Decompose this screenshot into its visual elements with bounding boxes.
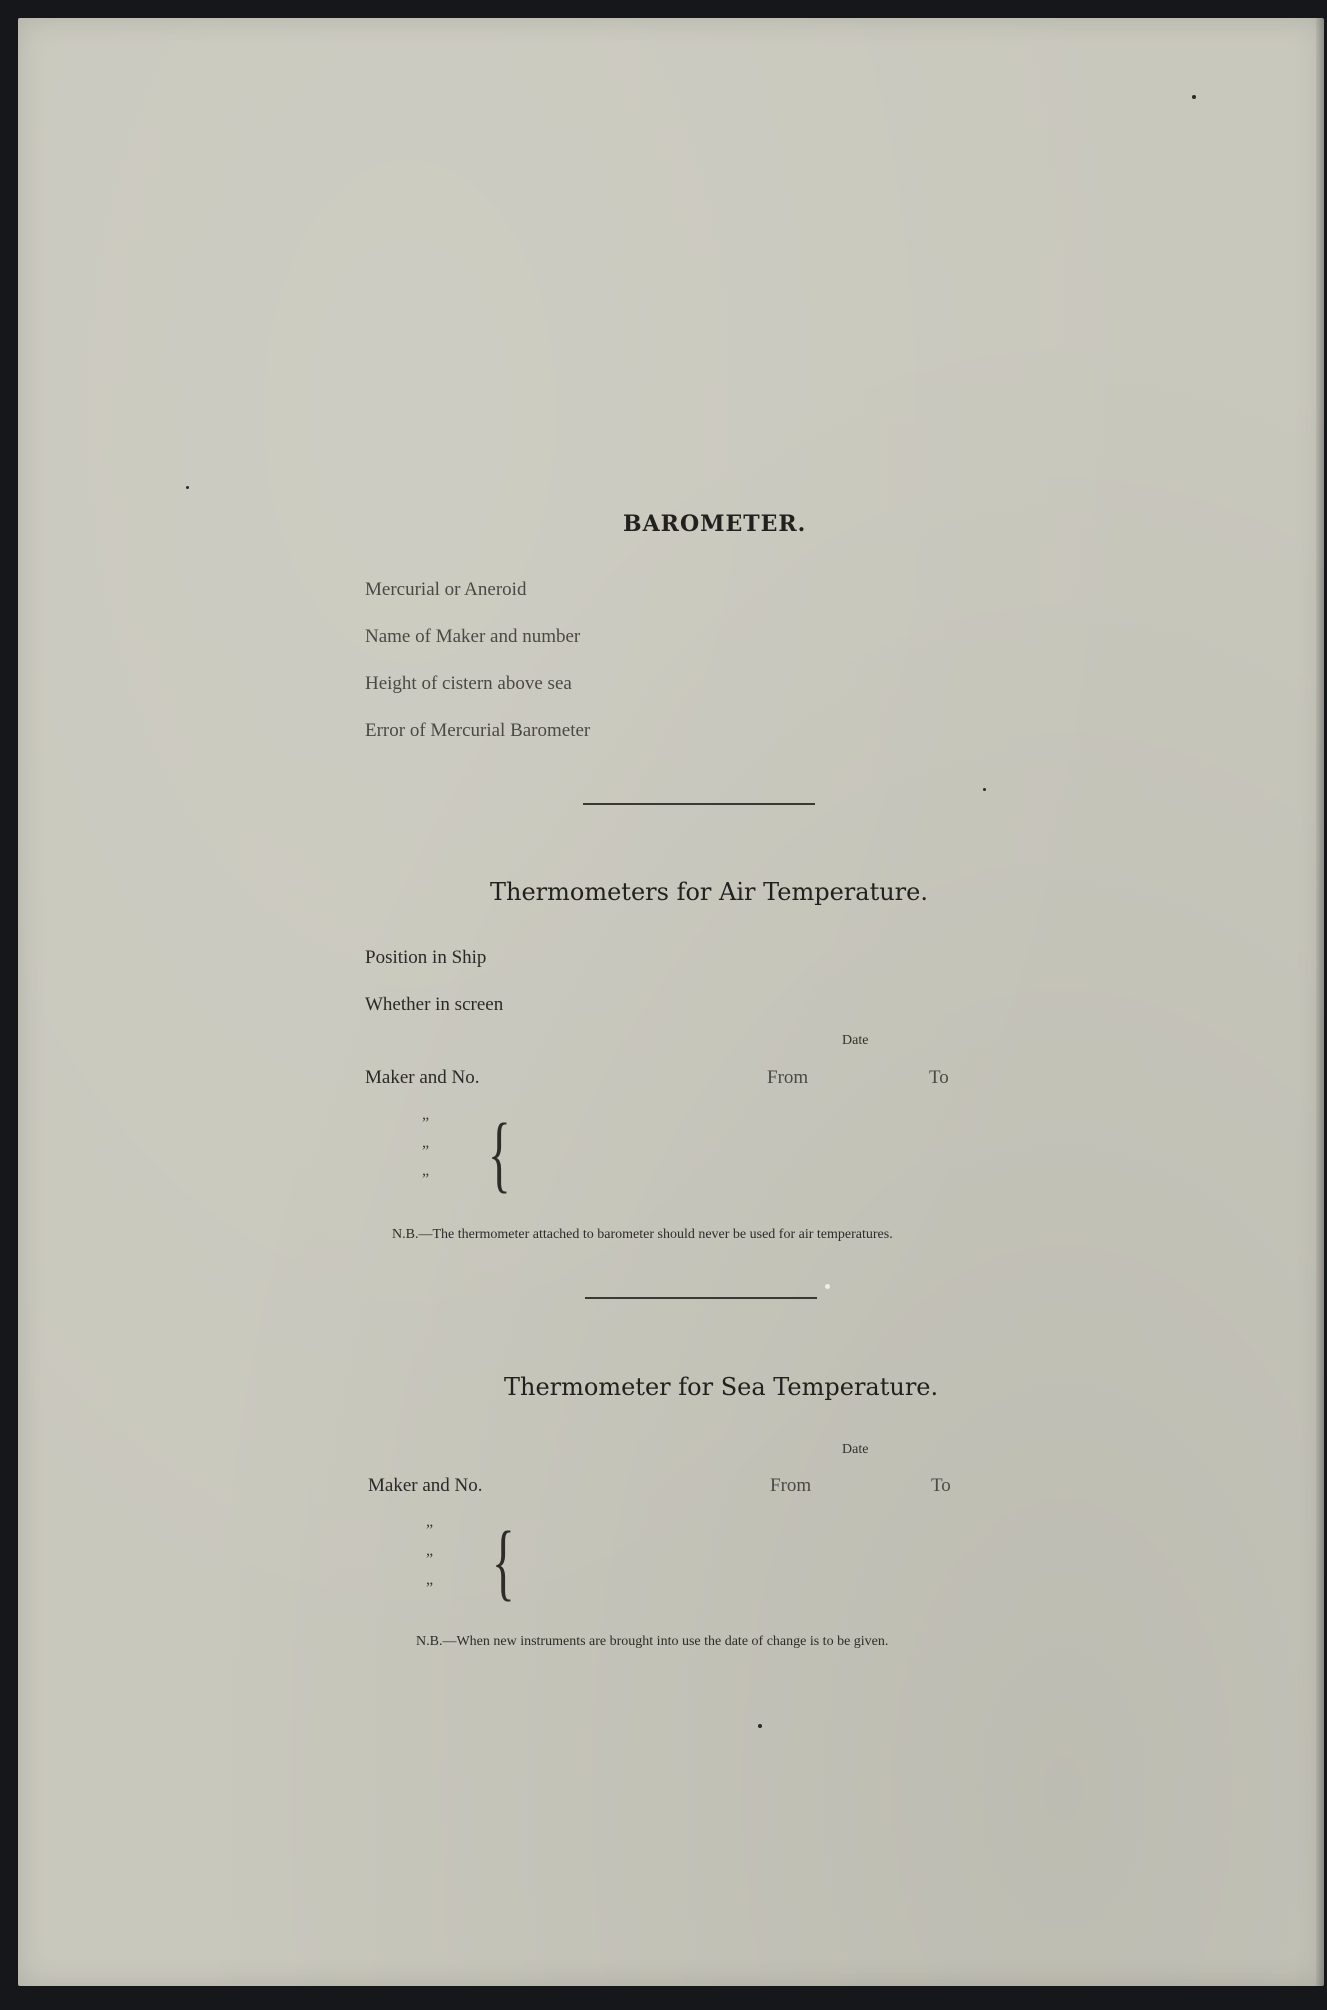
- sea-from-label: From: [770, 1475, 812, 1496]
- form-page: [18, 18, 1324, 1986]
- air-note: N.B.—The thermometer attached to barometer should never be used for air temperatures.: [392, 1227, 893, 1242]
- sea-note: N.B.—When new instruments are brought into use the date of change is to be given.: [416, 1634, 889, 1649]
- air-from-label: From: [767, 1067, 809, 1088]
- air-ditto-1: ”: [422, 1115, 430, 1132]
- paper-speck: [1192, 95, 1196, 99]
- air-date-label: Date: [842, 1033, 869, 1048]
- sea-ditto-1: ”: [426, 1522, 434, 1539]
- sea-ditto-2: ”: [426, 1551, 434, 1568]
- paper-speck: [758, 1724, 762, 1728]
- sea-brace-icon: {: [492, 1513, 515, 1609]
- sea-title: Thermometer for Sea Temperature.: [504, 1373, 939, 1401]
- air-position-label: Position in Ship: [365, 947, 487, 968]
- paper-speck: [983, 788, 986, 791]
- barometer-title: BAROMETER.: [623, 511, 807, 537]
- section-divider: [583, 803, 815, 805]
- paper-speck: [186, 486, 189, 489]
- air-brace-icon: {: [488, 1105, 511, 1201]
- barometer-field-cistern-height: Height of cistern above sea: [365, 673, 572, 694]
- air-title: Thermometers for Air Temperature.: [490, 878, 928, 906]
- sea-maker-label: Maker and No.: [368, 1475, 483, 1496]
- barometer-field-error: Error of Mercurial Barometer: [365, 720, 591, 741]
- section-divider: [585, 1297, 817, 1299]
- air-ditto-2: ”: [422, 1143, 430, 1160]
- air-ditto-3: ”: [422, 1171, 430, 1188]
- air-to-label: To: [929, 1067, 949, 1088]
- sea-date-label: Date: [842, 1442, 869, 1457]
- air-screen-label: Whether in screen: [365, 994, 504, 1015]
- barometer-field-maker: Name of Maker and number: [365, 626, 581, 647]
- barometer-field-type: Mercurial or Aneroid: [365, 579, 527, 600]
- air-maker-label: Maker and No.: [365, 1067, 480, 1088]
- sea-ditto-3: ”: [426, 1580, 434, 1597]
- sea-to-label: To: [931, 1475, 951, 1496]
- paper-speck: [825, 1284, 830, 1289]
- page-edge-shadow: [1316, 18, 1324, 1986]
